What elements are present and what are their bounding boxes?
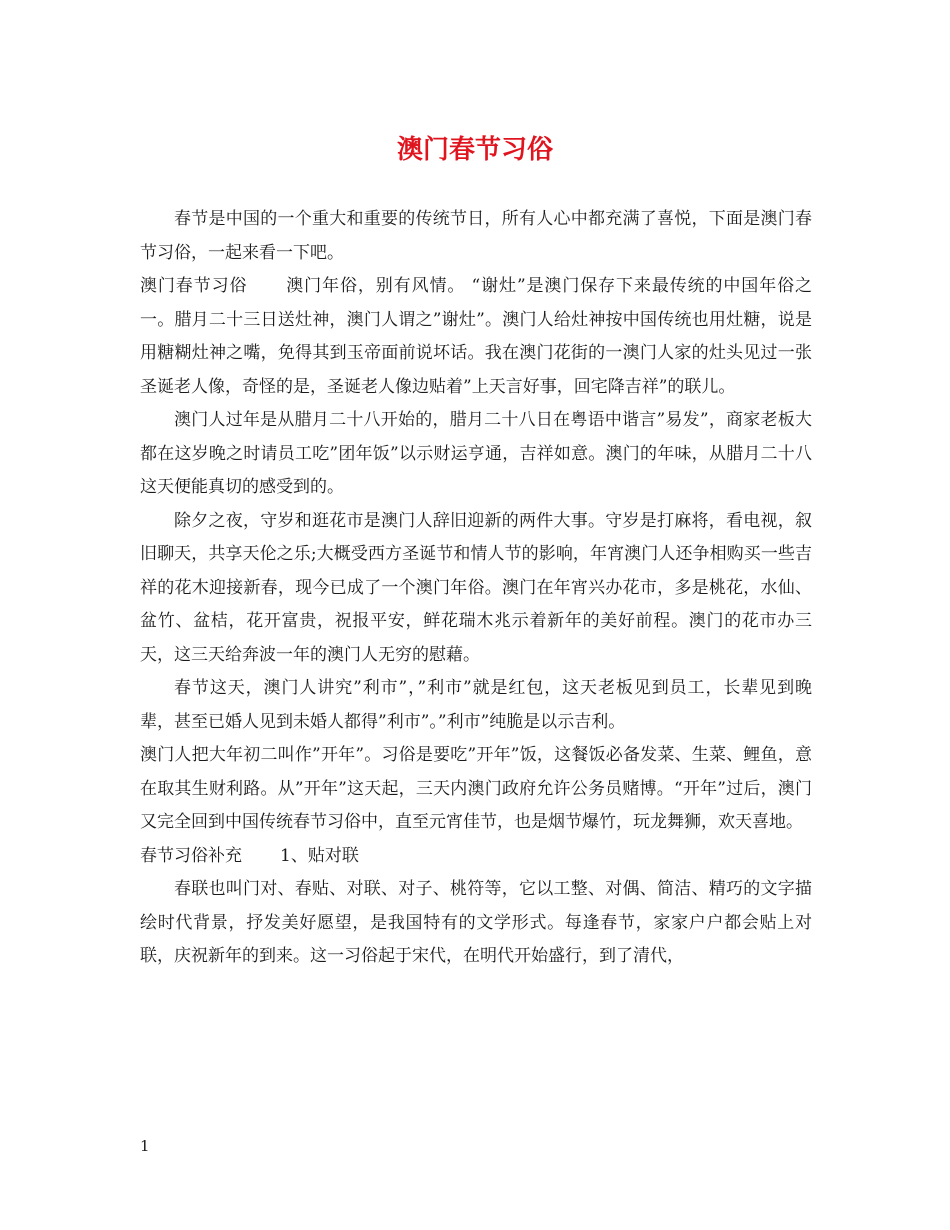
body-paragraph: 春节这天，澳门人讲究”利市”，”利市”就是红包，这天老板见到员工，长辈见到晚辈，甚至已婚人见到未婚人都得”利市”。”利市”纯脆是以示吉利。 [140, 678, 812, 732]
body-paragraph: 除夕之夜，守岁和逛花市是澳门人辞旧迎新的两件大事。守岁是打麻将，看电视，叙旧聊天，共享天伦之乐;大概受西方圣诞节和情人节的影响，年宵澳门人还争相购买一些吉祥的花木迎接新春，现今已成了一个澳门年俗。澳门在年宵兴办花市，多是桃花，水仙、盆竹、盆桔，花开富贵，祝报平安，鲜花瑞木兆示着新年的美好前程。澳门的花市办三天，这三天给奔波一年的澳门人无穷的慰藉。 [140, 510, 812, 665]
section2-paragraph: 春联也叫门对、春贴、对联、对子、桃符等，它以工整、对偶、简洁、精巧的文字描绘时代背景，抒发美好愿望，是我国特有的文学形式。每逢春节，家家户户都会贴上对联，庆祝新年的到来。这一习俗起于宋代，在明代开始盛行，到了清代， [140, 879, 812, 966]
intro-paragraph: 春节是中国的一个重大和重要的传统节日，所有人心中都充满了喜悦，下面是澳门春节习俗，一起来看一下吧。 [140, 209, 812, 263]
section1-heading: 澳门春节习俗 [140, 276, 248, 296]
page-number: 1 [140, 1137, 150, 1155]
document-body [140, 203, 812, 974]
section2-heading: 春节习俗补充 [140, 845, 242, 866]
body-paragraph-continued: 澳门人把大年初二叫作”开年”。习俗是要吃”开年”饭，这餐饭必备发菜、生菜、鲤鱼，意在取其生财利路。从”开年”这天起，三天内澳门政府允许公务员赌博。“开年”过后，澳门又完全回到中国传统春节习俗中，直至元宵佳节，也是烟节爆竹，玩龙舞狮，欢天喜地。 [140, 745, 812, 832]
section1-paragraph [140, 270, 812, 404]
page-title: 澳门春节习俗 [396, 135, 553, 165]
section2-heading-line [140, 840, 812, 874]
section2-subheading: 1、贴对联 [280, 845, 359, 866]
section1-lead: 澳门年俗，别有风情。 “谢灶”是澳门保存下来最传统的中国年俗之一。腊月二十三日送灶神，澳门人谓之”谢灶”。澳门人给灶神按中国传统也用灶糖，说是用糖糊灶神之嘴，免得其到玉帝面前说坏话。我在澳门花街的一澳门人家的灶头见过一张圣诞老人像，奇怪的是，圣诞老人像边贴着”上天言好事，回宅降吉祥”的联儿。 [140, 276, 812, 397]
body-paragraph: 澳门人过年是从腊月二十八开始的，腊月二十八日在粤语中谐言”易发”，商家老板大都在这岁晚之时请员工吃”团年饭”以示财运亨通，吉祥如意。澳门的年味，从腊月二十八这天便能真切的感受到的。 [140, 410, 812, 497]
